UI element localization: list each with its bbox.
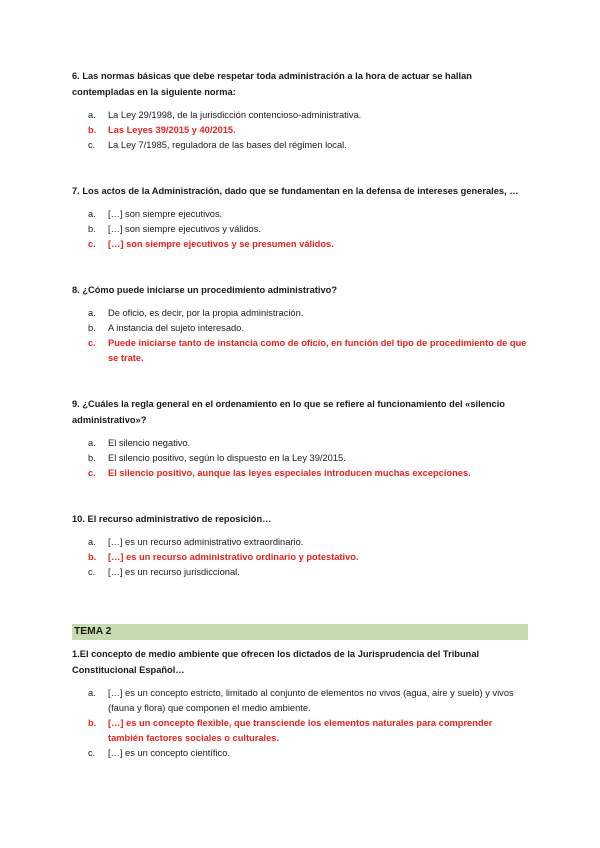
question-text: 6. Las normas básicas que debe respetar toda administración a la hora de actuar se hallan contempladas en la siguiente norma: bbox=[72, 71, 472, 97]
option-c: c. La Ley 7/1985, reguladora de las bases del régimen local. bbox=[88, 140, 347, 150]
question-10 bbox=[72, 511, 528, 580]
options-list bbox=[72, 306, 528, 366]
options-list bbox=[72, 686, 528, 761]
option-b: b. A instancia del sujeto interesado. bbox=[88, 323, 244, 333]
option-c: c. […] es un recurso jurisdiccional. bbox=[88, 567, 240, 577]
options-list bbox=[72, 535, 528, 580]
option-a: a. […] es un recurso administrativo extraordinario. bbox=[88, 537, 304, 547]
question-text: 10. El recurso administrativo de reposición… bbox=[72, 514, 272, 524]
question-7 bbox=[72, 183, 528, 252]
tema2-question-1 bbox=[72, 646, 528, 761]
options-list bbox=[72, 108, 528, 153]
question-8 bbox=[72, 282, 528, 366]
question-9 bbox=[72, 396, 528, 481]
option-b: b. […] son siempre ejecutivos y válidos. bbox=[88, 224, 261, 234]
option-b-correct: b. […] es un concepto flexible, que transciende los elementos naturales para comprender también factores sociales o culturales. bbox=[88, 718, 493, 743]
option-c: c. […] es un concepto científico. bbox=[88, 748, 230, 758]
option-c-correct: c. […] son siempre ejecutivos y se presumen válidos. bbox=[88, 239, 334, 249]
option-c-correct: c. El silencio positivo, aunque las leyes especiales introducen muchas excepciones. bbox=[88, 468, 471, 478]
question-text: 7. Los actos de la Administración, dado que se fundamentan en la defensa de intereses generales, … bbox=[72, 186, 519, 196]
option-a: a. La Ley 29/1998, de la jurisdicción contencioso-administrativa. bbox=[88, 110, 362, 120]
question-6 bbox=[72, 68, 528, 153]
option-b-correct: b. […] es un recurso administrativo ordinario y potestativo. bbox=[88, 552, 359, 562]
question-text: 9. ¿Cuáles la regla general en el ordenamiento en lo que se refiere al funcionamiento del «silencio administrativo»? bbox=[72, 399, 505, 425]
option-a: a. El silencio negativo. bbox=[88, 438, 191, 448]
option-b-correct: b. Las Leyes 39/2015 y 40/2015. bbox=[88, 125, 236, 135]
options-list bbox=[72, 207, 528, 252]
option-a: a. […] son siempre ejecutivos. bbox=[88, 209, 223, 219]
option-a: a. De oficio, es decir, por la propia administración. bbox=[88, 308, 304, 318]
option-a: a. […] es un concepto estricto, limitado al conjunto de elementos no vivos (agua, aire y suelo) y vivos (fauna y flora) que componen el medio ambiente. bbox=[88, 688, 514, 713]
question-text: 8. ¿Cómo puede iniciarse un procedimiento administrativo? bbox=[72, 285, 338, 295]
option-c-correct: c. Puede iniciarse tanto de instancia como de oficio, en función del tipo de procedimiento de que se trate. bbox=[88, 338, 527, 363]
section-heading-tema-2: TEMA 2 bbox=[72, 624, 528, 640]
options-list bbox=[72, 436, 528, 481]
option-b: b. El silencio positivo, según lo dispuesto en la Ley 39/2015. bbox=[88, 453, 346, 463]
question-text: 1.El concepto de medio ambiente que ofrecen los dictados de la Jurisprudencia del Tribunal Constitucional Español… bbox=[72, 649, 480, 675]
